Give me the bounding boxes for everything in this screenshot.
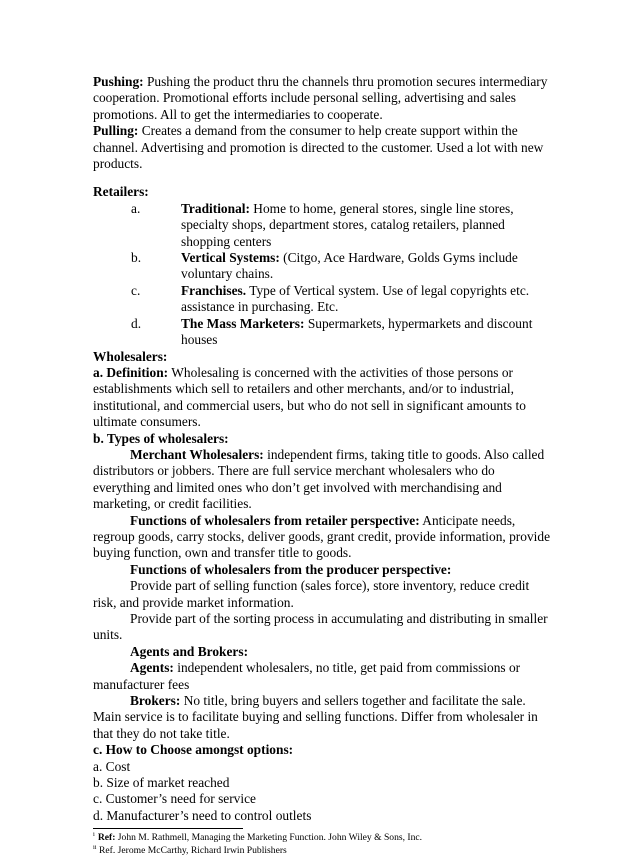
merchant-label: Merchant Wholesalers: (130, 446, 264, 462)
types-heading: b. Types of wholesalers: (93, 430, 229, 446)
producer-paragraph-2: Provide part of the sorting process in accumulating and distributing in smaller units. (93, 611, 548, 643)
retailer-letter: c. (131, 282, 141, 298)
option-market-size: b. Size of market reached (93, 775, 230, 791)
retailer-item-vertical-systems (93, 250, 553, 283)
retailer-label: Vertical Systems: (181, 250, 280, 266)
retailer-letter: a. (131, 200, 141, 216)
footnote-text: John M. Rathmell, Managing the Marketing Function. John Wiley & Sons, Inc. (115, 832, 423, 844)
pushing-paragraph (93, 74, 553, 123)
document-page (93, 74, 553, 857)
option-customer-service: c. Customer’s need for service (93, 791, 256, 807)
retailer-letter: b. (131, 250, 142, 266)
pulling-text: Creates a demand from the consumer to help create support within the channel. Advertising and promotion is directed to the customer. Used a lot with new products. (93, 123, 544, 172)
footnote-divider (93, 828, 243, 829)
footnote-1 (93, 831, 553, 844)
retailer-item-traditional (93, 201, 553, 250)
retailer-item-mass-marketers (93, 316, 553, 349)
option-control-outlets: d. Manufacturer’s need to control outlets (93, 807, 312, 823)
retailer-perspective-text: Anticipate needs, regroup goods, carry stocks, deliver goods, grant credit, provide information, provide buying function, own and transfer title to goods. (93, 512, 551, 561)
retailer-text: (Citgo, Ace Hardware, Golds Gyms include voluntary chains. (181, 250, 518, 282)
definition-paragraph (93, 365, 553, 431)
footnote-label: Ref: (97, 832, 116, 844)
producer-paragraph-1: Provide part of selling function (sales force), store inventory, reduce credit risk, and provide market information. (93, 578, 530, 610)
brokers-text: No title, bring buyers and sellers together and facilitate the sale. (180, 693, 526, 709)
retailers-heading: Retailers: (93, 184, 149, 200)
definition-label: a. Definition: (93, 364, 169, 380)
merchant-text: independent firms, taking title to goods. Also called distributors or jobbers. There are full service merchant wholesalers who do everything and limited ones who don’t get involved with merchandising and marketing, or credit facilities. (93, 446, 545, 512)
agents-paragraph (93, 660, 553, 693)
choose-heading: c. How to Choose amongst options: (93, 742, 294, 758)
retailer-label: The Mass Marketers: (181, 315, 305, 331)
pulling-label: Pulling: (93, 123, 139, 139)
retailer-item-franchises (93, 283, 553, 316)
main-service-paragraph: Main service is to facilitate buying and selling functions. Differ from wholesaler in that they do not take title. (93, 709, 538, 741)
merchant-wholesalers-paragraph (93, 447, 553, 513)
retailer-text: Type of Vertical system. Use of legal copyrights etc. assistance in purchasing. Etc. (181, 282, 530, 315)
retailer-text: Supermarkets, hypermarkets and discount houses (181, 315, 533, 348)
pushing-label: Pushing: (93, 74, 144, 89)
footnote-mark: ii (93, 844, 97, 852)
brokers-paragraph (93, 693, 553, 709)
retailer-perspective-paragraph (93, 513, 553, 562)
retailer-letter: d. (131, 315, 142, 331)
footnote-text: Ref. Jerome McCarthy, Richard Irwin Publishers (96, 845, 287, 857)
agents-text: independent wholesalers, no title, get paid from commissions or manufacturer fees (93, 660, 521, 692)
brokers-label: Brokers: (130, 693, 181, 709)
option-cost: a. Cost (93, 758, 131, 774)
wholesalers-heading: Wholesalers: (93, 348, 168, 364)
footnote-2 (93, 844, 553, 857)
footnote-mark: i (93, 831, 95, 839)
retailer-label: Traditional: (181, 200, 250, 216)
agents-label: Agents: (130, 660, 174, 676)
retailer-text: Home to home, general stores, single line stores, specialty shops, department stores, catalog retailers, planned shopping centers (181, 200, 514, 249)
pushing-text: Pushing the product thru the channels thru promotion secures intermediary cooperation. Promotional efforts include personal selling, advertising and sales promotions. All to get the intermediaries to cooperate. (93, 74, 548, 122)
agents-brokers-heading: Agents and Brokers: (130, 643, 249, 659)
pulling-paragraph (93, 123, 553, 172)
retailer-perspective-label: Functions of wholesalers from retailer perspective: (130, 512, 420, 528)
producer-perspective-heading: Functions of wholesalers from the producer perspective: (130, 561, 452, 577)
retailer-label: Franchises. (181, 282, 247, 298)
definition-text: Wholesaling is concerned with the activities of those persons or establishments which sell to retailers and other merchants, and/or to industrial, institutional, and commercial users, but who do not sell in significant amounts to ultimate consumers. (93, 364, 526, 430)
